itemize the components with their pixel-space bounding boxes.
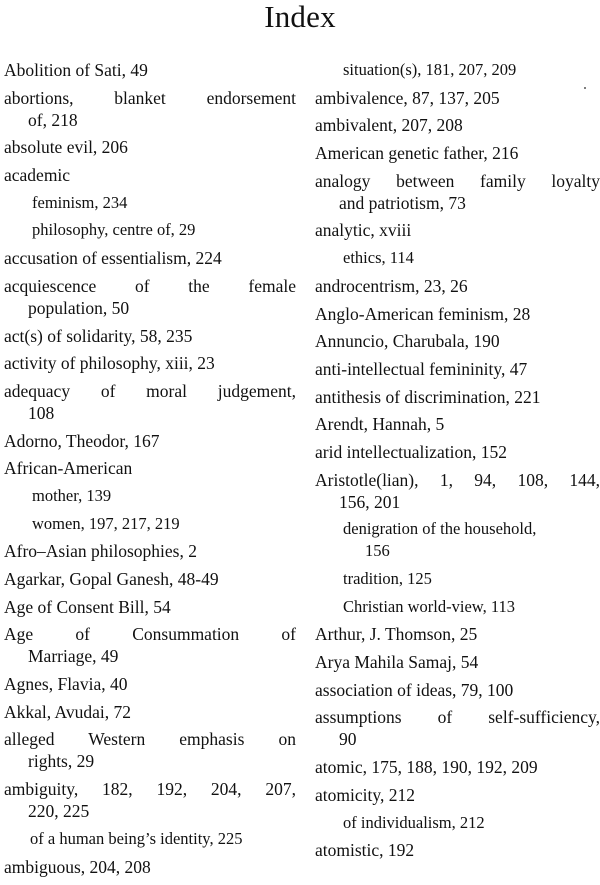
index-entry-text: ambivalence, 87, 137, 205 [315, 87, 500, 108]
index-subentry [4, 828, 296, 850]
index-entry-text: accusation of essentialism, 224 [4, 248, 222, 269]
index-column-left [4, 59, 296, 878]
index-entry [4, 275, 296, 319]
index-entry-continuation: Marriage, 49 [28, 646, 119, 667]
index-entry-text: atomicity, 212 [315, 784, 415, 805]
index-subentry [4, 219, 296, 241]
index-entry-text: Annuncio, Charubala, 190 [315, 331, 500, 352]
index-entry-text: absolute evil, 206 [4, 137, 128, 158]
index-entry-text: of individualism, 212 [343, 812, 485, 832]
index-subentry [315, 812, 600, 834]
index-entry [4, 325, 296, 347]
index-entry-text: Akkal, Avudai, 72 [4, 701, 132, 722]
index-entry [4, 164, 296, 186]
index-entry-text: ambiguous, 204, 208 [4, 856, 151, 877]
index-entry-text: assumptions of self-sufficiency, [315, 707, 600, 728]
index-subentry [4, 485, 296, 507]
index-entry [4, 778, 296, 822]
index-entry-continuation: and patriotism, 73 [339, 192, 466, 213]
index-entry [315, 756, 600, 778]
index-entry-text: Adorno, Theodor, 167 [4, 430, 160, 451]
index-entry-text: arid intellectualization, 152 [315, 441, 507, 462]
index-entry-text: denigration of the household, [343, 519, 537, 539]
index-entry-text: Agarkar, Gopal Ganesh, 48-49 [4, 569, 219, 589]
index-entry [315, 386, 600, 408]
index-entry-text: antithesis of discrimination, 221 [315, 386, 541, 407]
index-entry-text: American genetic father, 216 [315, 143, 519, 164]
index-entry-text: Agnes, Flavia, 40 [4, 674, 128, 695]
index-entry-text: academic [4, 165, 71, 186]
index-entry-text: act(s) of solidarity, 58, 235 [4, 325, 193, 346]
index-subentry [315, 518, 600, 562]
index-entry [4, 673, 296, 695]
index-entry-text: mother, 139 [32, 485, 112, 505]
index-entry-continuation: 90 [339, 729, 357, 750]
index-entry [4, 352, 296, 374]
index-entry [315, 330, 600, 352]
index-subentry [315, 568, 600, 590]
index-column-right [315, 59, 600, 861]
index-entry [4, 136, 296, 158]
index-entry-text: tradition, 125 [343, 569, 432, 588]
index-entry [4, 856, 296, 878]
index-entry [4, 623, 296, 667]
index-entry [4, 540, 296, 562]
index-subentry [4, 192, 296, 214]
index-entry [4, 728, 296, 772]
index-entry-text: feminism, 234 [32, 192, 128, 212]
index-entry-continuation: 156 [365, 541, 390, 561]
index-entry-text: adequacy of moral judgement, [4, 380, 296, 401]
index-entry-text: ethics, 114 [343, 248, 414, 268]
index-entry [315, 706, 600, 750]
index-entry [315, 623, 600, 645]
index-entry-text: Arya Mahila Samaj, 54 [315, 652, 479, 673]
index-entry-text: abortions, blanket endorsement [4, 87, 296, 108]
index-entry [315, 170, 600, 214]
index-entry-text: activity of philosophy, xiii, 23 [4, 353, 215, 374]
index-entry-text: association of ideas, 79, 100 [315, 679, 514, 700]
index-entry-text: Aristotle(lian), 1, 94, 108, 144, [315, 469, 600, 490]
index-entry [315, 219, 600, 241]
index-entry-text: African-American [4, 458, 133, 479]
index-entry-continuation: 156, 201 [339, 491, 401, 512]
index-entry-text: Christian world-view, 113 [343, 596, 516, 616]
index-entry [315, 87, 600, 109]
index-subentry [4, 513, 296, 535]
index-subentry [315, 596, 600, 618]
index-entry-continuation: 220, 225 [28, 801, 90, 822]
index-entry-text: alleged Western emphasis on [4, 729, 296, 750]
index-entry-text: atomistic, 192 [315, 840, 415, 861]
index-entry [315, 839, 600, 861]
index-entry [315, 358, 600, 380]
index-subentry [315, 59, 600, 81]
index-entry [4, 596, 296, 618]
index-entry [315, 413, 600, 435]
index-entry [4, 87, 296, 131]
index-entry-text: philosophy, centre of, 29 [32, 220, 196, 240]
index-entry [315, 651, 600, 673]
index-entry [315, 114, 600, 136]
index-entry-text: Age of Consent Bill, 54 [4, 596, 171, 617]
index-entry [315, 469, 600, 513]
index-subentry [315, 247, 600, 269]
index-entry-text: ambivalent, 207, 208 [315, 115, 463, 136]
index-entry-text: Arendt, Hannah, 5 [315, 414, 445, 435]
index-entry-text: ambiguity, 182, 192, 204, 207, [4, 779, 296, 800]
index-entry [4, 59, 296, 81]
index-entry [4, 701, 296, 723]
index-entry-text: Arthur, J. Thomson, 25 [315, 624, 478, 645]
index-entry-text: of a human being’s identity, 225 [30, 828, 243, 848]
index-entry [315, 275, 600, 297]
index-entry-text: analogy between family loyalty [315, 170, 600, 191]
index-entry [4, 247, 296, 269]
index-entry [4, 457, 296, 479]
index-entry [315, 679, 600, 701]
page-title: Index [264, 0, 336, 34]
index-entry-text: situation(s), 181, 207, 209 [343, 60, 517, 79]
index-entry [315, 303, 600, 325]
index-entry-continuation: 108 [28, 402, 55, 423]
index-entry [315, 441, 600, 463]
index-entry [4, 380, 296, 424]
index-entry-text: Anglo-American feminism, 28 [315, 303, 531, 324]
index-entry-text: acquiescence of the female [4, 275, 296, 296]
index-entry [4, 430, 296, 452]
index-entry-text: Age of Consummation of [4, 624, 296, 645]
index-entry-text: atomic, 175, 188, 190, 192, 209 [315, 757, 538, 778]
index-entry-text: Afro–Asian philosophies, 2 [4, 541, 197, 562]
index-entry-continuation: of, 218 [28, 109, 78, 130]
index-entry [315, 784, 600, 806]
index-entry-text: androcentrism, 23, 26 [315, 275, 468, 296]
index-entry-text: Abolition of Sati, 49 [4, 60, 148, 80]
index-entry [315, 142, 600, 164]
index-entry-continuation: rights, 29 [28, 751, 95, 772]
index-entry-text: anti-intellectual femininity, 47 [315, 358, 528, 379]
index-entry-continuation: population, 50 [28, 297, 130, 318]
index-entry [4, 568, 296, 590]
index-entry-text: analytic, xviii [315, 220, 412, 241]
index-entry-text: women, 197, 217, 219 [32, 513, 180, 533]
